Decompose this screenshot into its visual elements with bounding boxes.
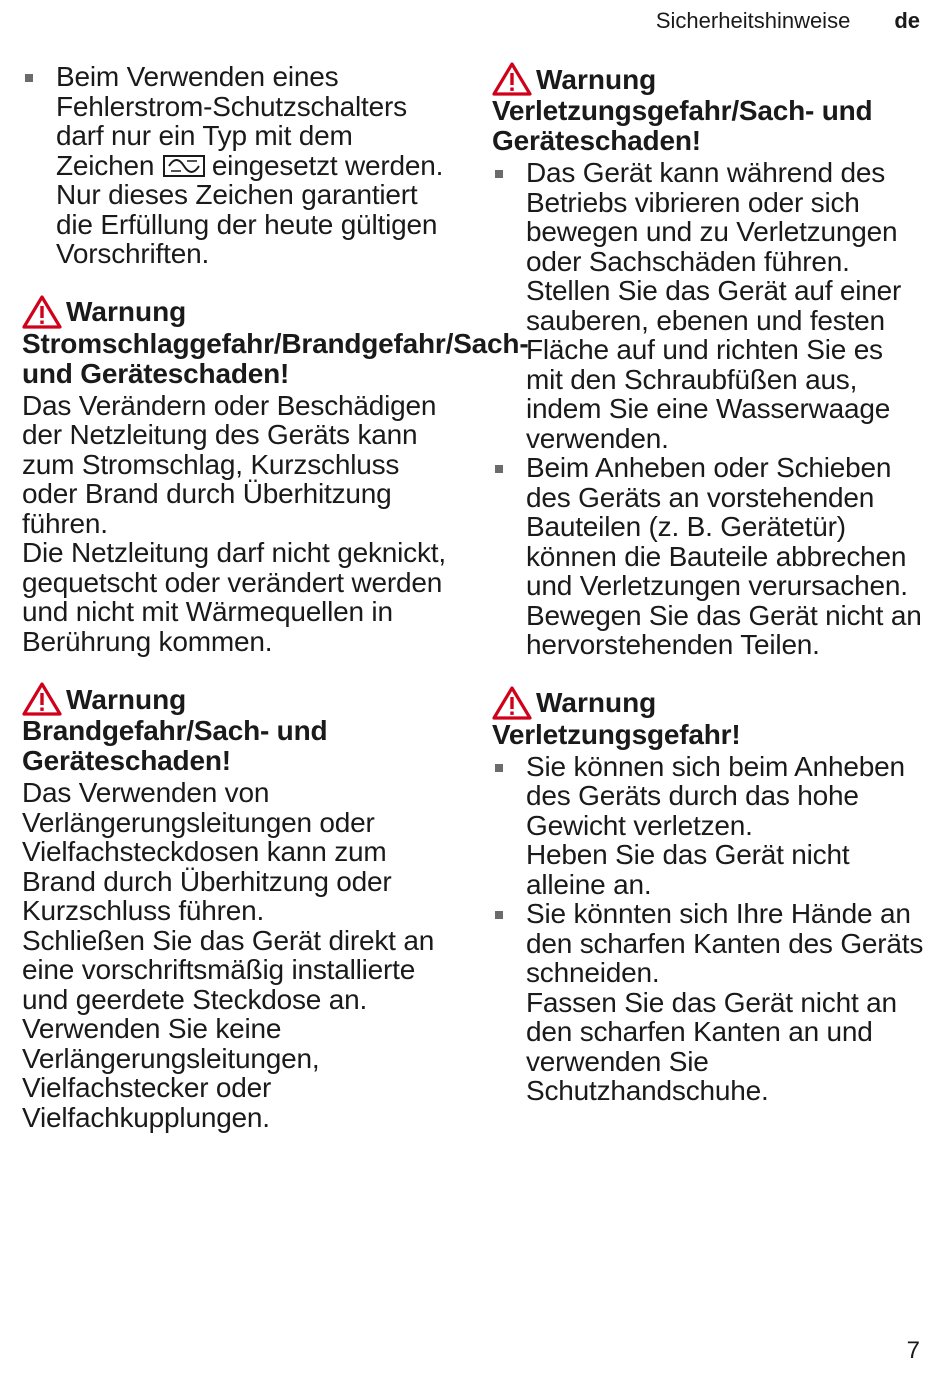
warning-heading: Warnung: [22, 295, 454, 329]
warning-block: [22, 295, 529, 657]
bullet-square: [25, 74, 33, 82]
warning-title: Stromschlaggefahr/Brandgefahr/Sach- und Geräteschaden!: [22, 327, 529, 389]
rcd-symbol-icon: [162, 154, 206, 178]
action-text: Fassen Sie das Gerät nicht an den scharfen Kanten an und verwenden Sie Schutzhandschuhe.: [526, 986, 897, 1106]
warning-triangle-icon: [22, 295, 62, 329]
list-item: [492, 158, 924, 453]
warning-text: Schließen Sie das Gerät direkt an eine vorschriftsmäßig installierte und geerdete Steckdose an. Verwenden Sie keine Verlängerungsleitungen, Vielfachstecker oder Vielfachkupplungen.: [22, 924, 435, 1133]
hazard-text: Das Gerät kann während des Betriebs vibrieren oder sich bewegen und zu Verletzungen oder Sachschäden führen.: [526, 157, 898, 277]
warning-block: [492, 686, 924, 1106]
list-item: [492, 453, 924, 660]
warning-triangle-icon: [492, 686, 532, 720]
warning-heading: Warnung: [492, 686, 924, 720]
warning-triangle-icon: [492, 62, 532, 96]
language-code: de: [894, 8, 920, 33]
left-column: [22, 61, 529, 1158]
action-text: Bewegen Sie das Gerät nicht an hervorstehenden Teilen.: [526, 599, 922, 660]
warning-heading: Warnung: [492, 62, 924, 96]
bullet-square: [495, 465, 503, 473]
rcd-paragraph: Beim Verwenden eines Fehlerstrom-Schutzschalters darf nur ein Typ mit dem Zeichen eingesetzt werden. Nur dieses Zeichen garantiert die Erfüllung der heute gültigen Vorschriften.: [56, 61, 444, 269]
list-item: [22, 62, 454, 269]
hazard-text: Beim Anheben oder Schieben des Geräts an vorstehenden Bauteilen (z. B. Gerätetür) können die Bauteile abbrechen und Verletzungen verursachen.: [526, 452, 908, 601]
section-title: Sicherheitshinweise: [655, 8, 851, 33]
action-text: Stellen Sie das Gerät auf einer sauberen, ebenen und festen Fläche auf und richten Sie es mit den Schraubfüßen aus, indem Sie eine Wasserwaage verwenden.: [526, 275, 902, 454]
warning-block: [22, 682, 454, 1132]
warning-block: [492, 62, 924, 660]
bullet-square: [495, 764, 503, 772]
page-header: [656, 8, 920, 34]
warning-triangle-icon: [22, 682, 62, 716]
warning-text: Die Netzleitung darf nicht geknickt, gequetscht oder verändert werden und nicht mit Wärmequellen in Berührung kommen.: [22, 537, 446, 657]
warning-text: Das Verwenden von Verlängerungsleitungen oder Vielfachsteckdosen kann zum Brand durch Überhitzung oder Kurzschluss führen.: [22, 777, 392, 926]
warning-title: Verletzungsgefahr/Sach- und Geräteschaden!: [492, 95, 873, 156]
warning-heading: Warnung: [22, 682, 454, 716]
action-text: Heben Sie das Gerät nicht alleine an.: [526, 839, 850, 900]
warning-title: Brandgefahr/Sach- und Geräteschaden!: [22, 715, 328, 776]
warning-text: Das Verändern oder Beschädigen der Netzleitung des Geräts kann zum Stromschlag, Kurzschluss oder Brand durch Überhitzung führen.: [22, 389, 437, 539]
warning-title: Verletzungsgefahr!: [492, 718, 741, 750]
hazard-text: Sie könnten sich Ihre Hände an den scharfen Kanten des Geräts schneiden.: [526, 898, 924, 988]
right-column: [492, 62, 924, 1132]
hazard-text: Sie können sich beim Anheben des Geräts durch das hohe Gewicht verletzen.: [526, 750, 905, 841]
page-number: 7: [906, 1337, 920, 1364]
bullet-square: [495, 911, 503, 919]
list-item: [492, 752, 924, 900]
bullet-square: [495, 170, 503, 178]
list-item: [492, 899, 924, 1106]
